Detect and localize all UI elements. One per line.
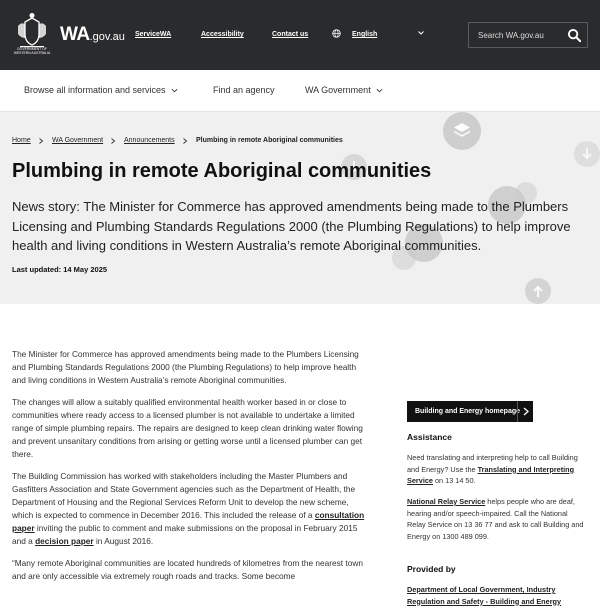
accessibility-link[interactable]: Accessibility [201,31,244,38]
relay-service-text: National Relay Service helps people who are deaf, hearing and/or speech-impaired. Call the National Relay Service on 13 36 77 and ask to call Building and Energy on 1300 489 099. [407,497,584,541]
article-body [12,348,368,592]
chevron-down-icon[interactable] [417,29,425,37]
assistance-heading: Assistance [407,432,452,442]
site-header [0,0,600,70]
translating-service-link[interactable]: Translating and Interpreting Service [407,464,575,485]
breadcrumb-home[interactable]: Home [12,137,31,144]
article-paragraph: The changes will allow a suitably qualified environmental health worker based in or close to communities where ready access to a licensed plumber is not available to undertake a limited range of simple plumbing repairs. The repairs are designed to keep clean drinking water flowing and prevent unsanitary conditions from arising or getting worse until a licensed plumber can get there. [12,397,363,459]
contact-us-link[interactable]: Contact us [272,31,309,38]
breadcrumb-wa-government[interactable]: WA Government [52,137,104,144]
language-selector[interactable]: English [352,31,378,38]
decision-paper-link[interactable]: decision paper [35,536,94,546]
page-title: Plumbing in remote Aboriginal communities [12,160,432,182]
arrow-down-icon [574,141,600,167]
consultation-paper-link[interactable]: consultation paper [12,510,365,533]
globe-icon [332,29,341,38]
chevron-down-icon[interactable] [376,87,383,94]
servicewa-link[interactable]: ServiceWA [135,31,172,38]
provided-by-heading: Provided by [407,564,456,574]
nav-wa-government[interactable]: WA Government [305,85,371,95]
breadcrumb-current: Plumbing in remote Aboriginal communities [196,137,343,144]
page-lede: News story: The Minister for Commerce has approved amendments being made to the Plumbers Licensing and Plumbing Standards Regulations 2000 (the Plumbing Regulations) to help improve health and living conditions in Western Australia’s remote Aboriginal communities. [12,199,571,253]
search-input[interactable]: Search WA.gov.au [478,31,544,40]
article-paragraph: The Minister for Commerce has approved amendments being made to the Plumbers Licensing and Plumbing Standards Regulations 2000 (the Plumbing Regulations) to help improve health and living conditions in Western Australia’s remote Aboriginal communities. [12,349,359,385]
assistance-text: Need translating and interpreting help to call Building and Energy? Use the Translating and Interpreting Service on 13 14 50. [407,453,578,485]
nav-browse-all[interactable]: Browse all information and services [24,85,166,95]
page-hero [0,112,600,304]
provided-by-text [407,584,585,607]
search-box[interactable] [468,22,588,48]
layers-icon [443,112,481,150]
chevron-right-icon [38,138,44,144]
last-updated: Last updated: 14 May 2025 [12,265,108,274]
breadcrumb-announcements[interactable]: Announcements [124,137,175,144]
crest-caption: GOVERNMENT OF WESTERN AUSTRALIA [13,47,51,56]
search-icon[interactable] [567,28,582,43]
chevron-right-icon [110,138,116,144]
national-relay-service-link[interactable]: National Relay Service [407,497,486,506]
chevron-right-icon [182,138,188,144]
article-paragraph: The Building Commission has worked with stakeholders including the Master Plumbers and Gasfitters Association and State Government agencies such as the Department of Health, the Department of Housing and the Regional Services Reform Unit to develop the new scheme, which is expected to commence in December 2016. This included the release of a consultation paper inviting the public to comment and make submissions on the proposal in February 2015 and a decision paper in August 2016. [12,471,365,546]
nav-find-agency[interactable]: Find an agency [213,85,275,95]
article-paragraph: “Many remote Aboriginal communities are located hundreds of kilometres from the nearest town and are only accessible via extremely rough roads and tracks. Some become [12,558,363,581]
main-nav [0,70,600,112]
department-link[interactable]: Department of Local Government, Industry Regulation and Safety - Building and Energy [407,585,562,606]
arrow-up-icon [525,278,551,304]
chevron-down-icon[interactable] [171,87,178,94]
building-energy-homepage-button[interactable]: Building and Energy homepage [407,401,533,422]
chevron-right-icon [517,401,533,422]
wa-gov-logo[interactable]: WA.gov.au [60,24,125,45]
